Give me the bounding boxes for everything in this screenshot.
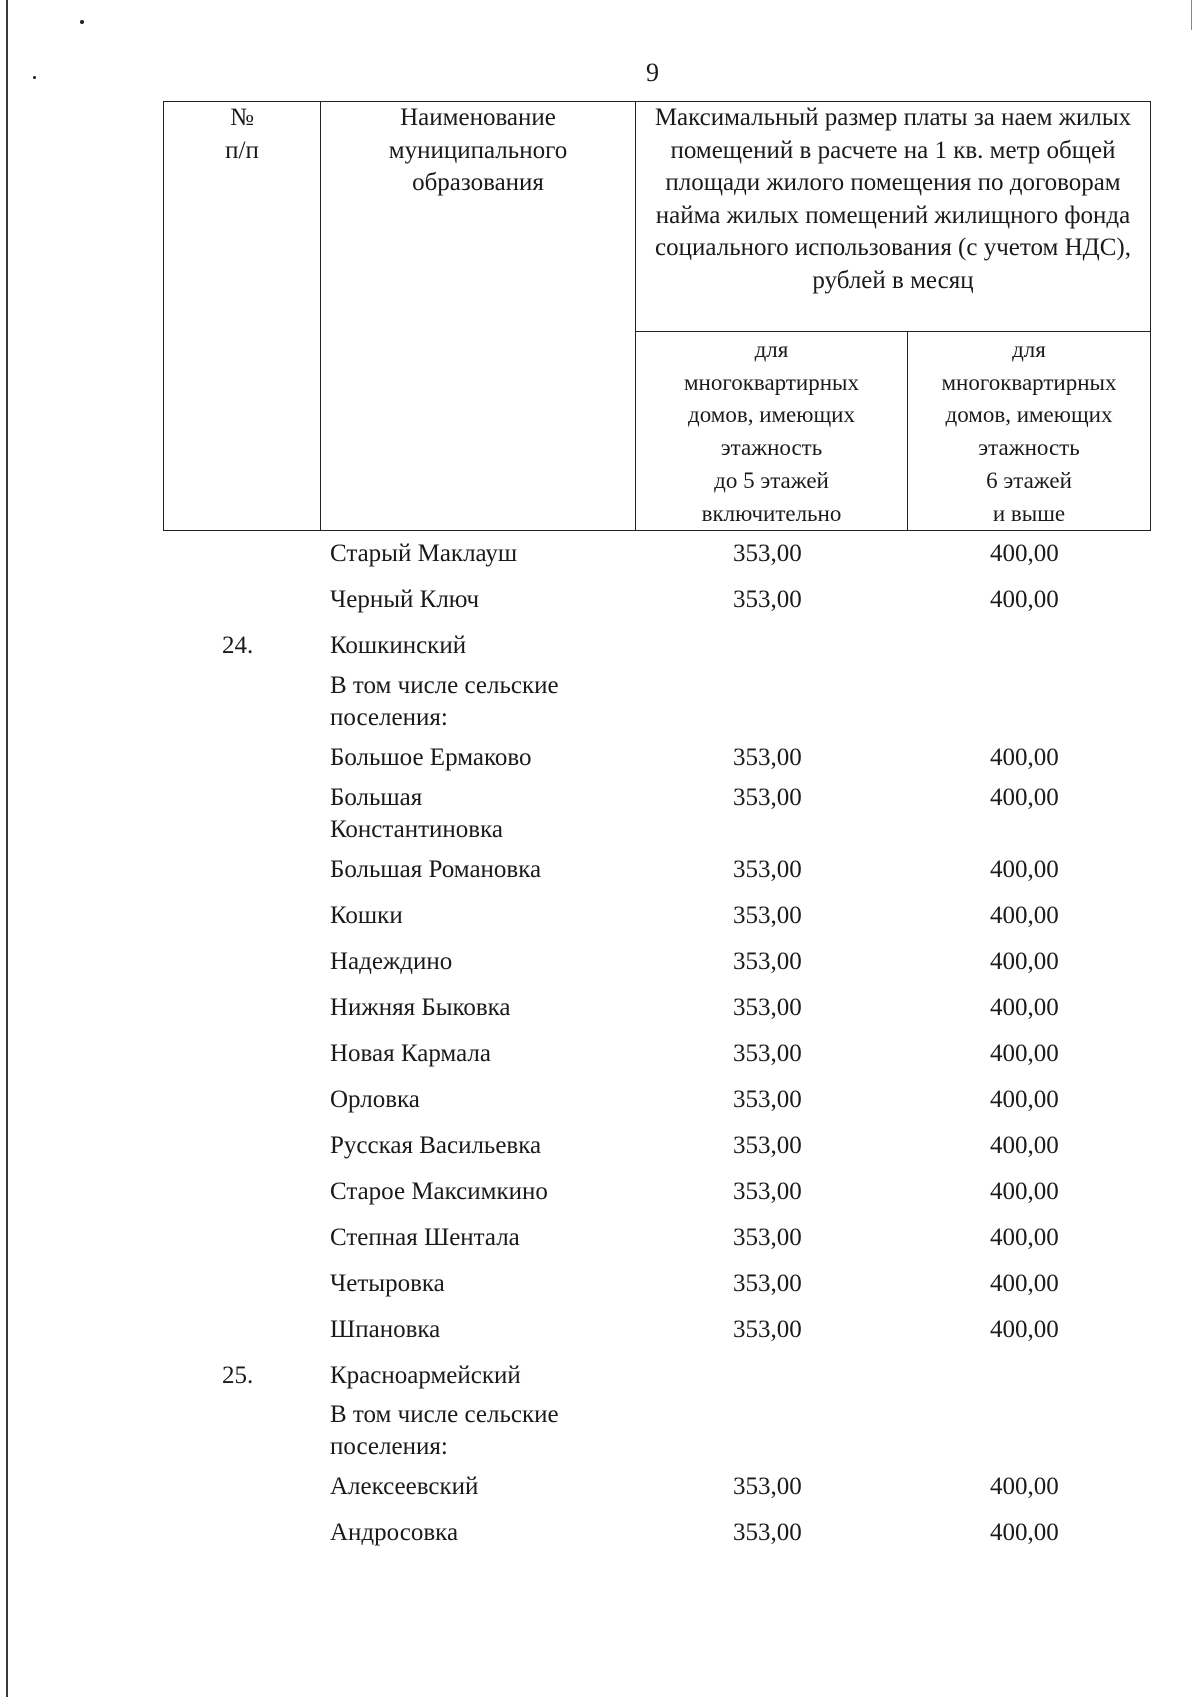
row-value-up-to-5: 353,00 — [733, 856, 802, 883]
row-name: Степная Шентала — [330, 1224, 520, 1251]
row-number: 25. — [222, 1362, 254, 1389]
row-name: Надеждино — [330, 948, 453, 975]
row-name: Большая Романовка — [330, 856, 542, 883]
row-value-up-to-5: 353,00 — [733, 1040, 802, 1067]
row-value-6-plus: 400,00 — [990, 1224, 1059, 1251]
row-value-up-to-5: 353,00 — [733, 586, 802, 613]
page-number: 9 — [646, 58, 659, 87]
row-value-up-to-5: 353,00 — [733, 1178, 802, 1205]
row-number: 24. — [222, 632, 254, 659]
table-header — [163, 101, 1151, 531]
row-value-6-plus: 400,00 — [990, 1132, 1059, 1159]
row-value-up-to-5: 353,00 — [733, 744, 802, 771]
row-value-6-plus: 400,00 — [990, 1473, 1059, 1500]
row-value-up-to-5: 353,00 — [733, 784, 802, 811]
header-col-name: Наименование муниципального образования — [321, 102, 636, 531]
row-name: Нижняя Быковка — [330, 994, 511, 1021]
row-value-6-plus: 400,00 — [990, 1270, 1059, 1297]
row-value-6-plus: 400,00 — [990, 540, 1059, 567]
scan-speck — [80, 20, 84, 24]
row-value-up-to-5: 353,00 — [733, 994, 802, 1021]
row-name: Алексеевский — [330, 1473, 479, 1500]
row-value-up-to-5: 353,00 — [733, 902, 802, 929]
row-value-6-plus: 400,00 — [990, 1086, 1059, 1113]
row-name: Кошкинский — [330, 632, 467, 659]
header-sub-up-to-5-floors: для многоквартирных домов, имеющих этажность до 5 этажей включительно — [636, 332, 908, 531]
row-value-up-to-5: 353,00 — [733, 1473, 802, 1500]
row-value-up-to-5: 353,00 — [733, 1224, 802, 1251]
row-name: Старый Маклауш — [330, 540, 518, 567]
row-value-6-plus: 400,00 — [990, 856, 1059, 883]
row-value-6-plus: 400,00 — [990, 586, 1059, 613]
row-name: Красноармейский — [330, 1362, 521, 1389]
row-name: Орловка — [330, 1086, 420, 1113]
row-name: Большое Ермаково — [330, 744, 532, 771]
scan-edge-right — [1191, 0, 1192, 30]
row-name: Черный Ключ — [330, 586, 480, 613]
row-value-6-plus: 400,00 — [990, 902, 1059, 929]
row-name: Кошки — [330, 902, 403, 929]
header-col-max-fee: Максимальный размер платы за наем жилых помещений в расчете на 1 кв. метр общей площади жилого помещения по договорам найма жилых помещений жилищного фонда социального использования (с учетом НДС), рублей в месяц — [636, 102, 1151, 332]
row-value-6-plus: 400,00 — [990, 1178, 1059, 1205]
row-value-6-plus: 400,00 — [990, 948, 1059, 975]
header-sub-6-floors-and-above: для многоквартирных домов, имеющих этажность 6 этажей и выше — [908, 332, 1151, 531]
row-value-6-plus: 400,00 — [990, 1040, 1059, 1067]
row-name: Новая Кармала — [330, 1040, 491, 1067]
row-value-up-to-5: 353,00 — [733, 540, 802, 567]
row-name: Шпановка — [330, 1316, 441, 1343]
row-value-6-plus: 400,00 — [990, 1519, 1059, 1546]
row-name: Русская Васильевка — [330, 1132, 542, 1159]
row-value-6-plus: 400,00 — [990, 1316, 1059, 1343]
row-value-up-to-5: 353,00 — [733, 948, 802, 975]
row-value-up-to-5: 353,00 — [733, 1519, 802, 1546]
row-name: В том числе сельские поселения: — [330, 672, 559, 731]
header-col-number: № п/п — [164, 102, 321, 531]
row-name: В том числе сельские поселения: — [330, 1401, 559, 1460]
row-name: Большая Константиновка — [330, 784, 503, 843]
scan-edge-left — [6, 0, 8, 1697]
row-name: Старое Максимкино — [330, 1178, 548, 1205]
row-value-up-to-5: 353,00 — [733, 1132, 802, 1159]
row-value-up-to-5: 353,00 — [733, 1316, 802, 1343]
row-name: Четыровка — [330, 1270, 445, 1297]
row-value-6-plus: 400,00 — [990, 784, 1059, 811]
row-name: Андросовка — [330, 1519, 459, 1546]
scan-speck — [33, 76, 36, 79]
row-value-6-plus: 400,00 — [990, 744, 1059, 771]
row-value-up-to-5: 353,00 — [733, 1270, 802, 1297]
row-value-6-plus: 400,00 — [990, 994, 1059, 1021]
row-value-up-to-5: 353,00 — [733, 1086, 802, 1113]
